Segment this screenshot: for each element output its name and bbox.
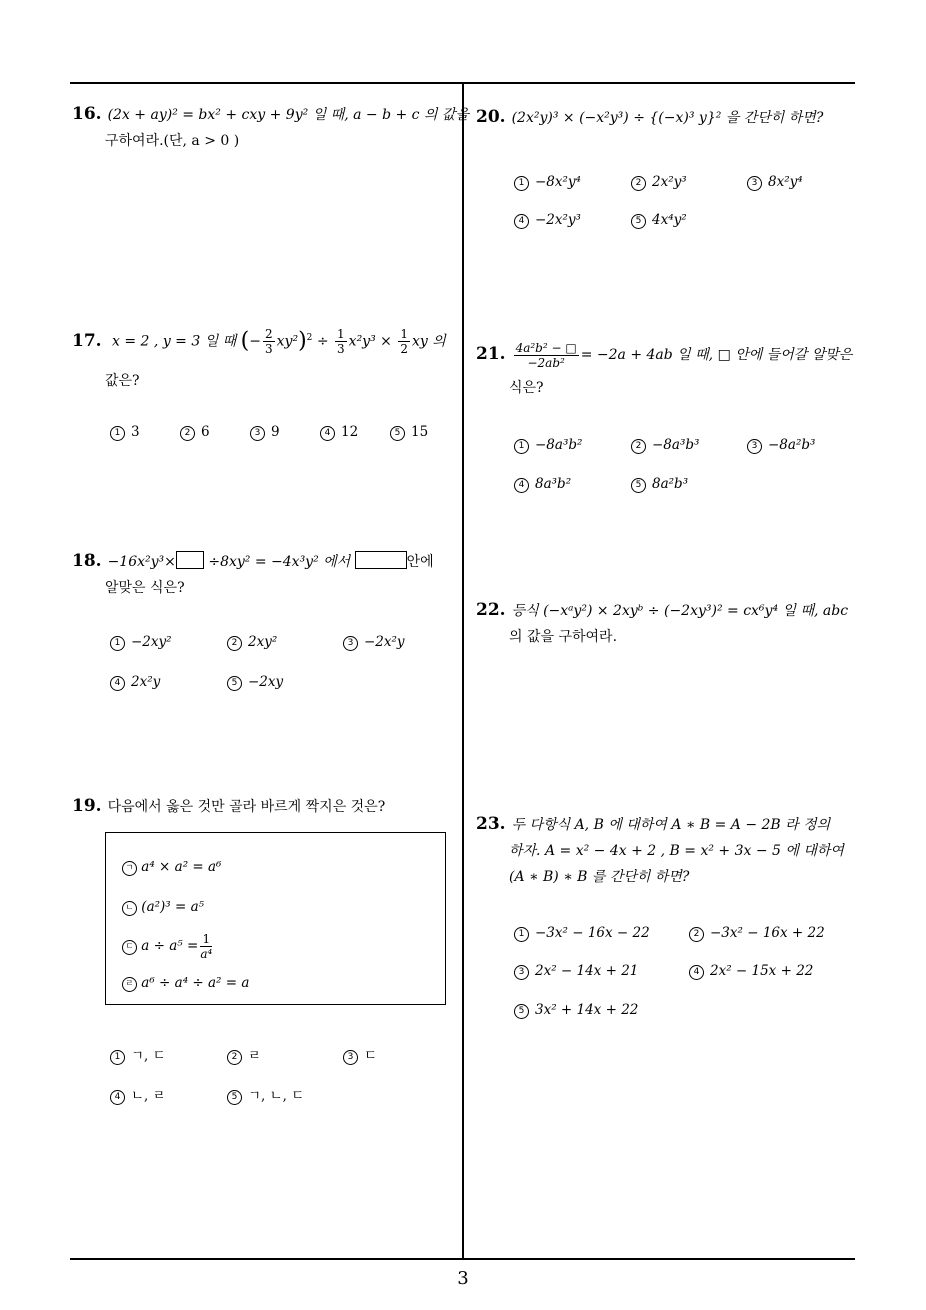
expression: xy² [276,333,299,350]
question-number: 22. [476,600,506,620]
question-18 [72,548,457,601]
question-number: 17. [72,330,102,351]
question-number: 20. [476,107,506,127]
blank-box [176,551,204,569]
choice-2[interactable]: 2 −8a³b³ [631,437,699,454]
question-stem-cont: 의 값을 구하여라. [509,629,618,645]
choice-4[interactable]: 4 8a³b² [514,476,571,493]
question-stem-cont: 구하여라.(단, a > 0 ) [105,133,240,149]
choice-5[interactable]: 5 8a²b³ [631,476,688,493]
statement-item: ㄷ a ÷ a⁵ = $\frac{1}{\text{a⁴}}$ [122,932,214,961]
statement-item: ㄴ (a²)³ = a⁵ [122,899,204,916]
expression: x²y³ × [348,333,392,350]
question-stem: (2x + ay)² = bx² + cxy + 9y² 일 때, a − b + c 의 값을 [107,107,469,123]
choice-2[interactable]: 2 2xy² [227,634,277,651]
choice-2[interactable]: 2 −3x² − 16x + 22 [689,925,825,942]
question-stem: (2x²y)³ × (−x²y³) ÷ {(−x)³ y}² 을 간단히 하면? [511,110,824,126]
choice-3[interactable]: 3 −8a²b³ [747,437,815,454]
choice-1[interactable]: 1 −8x²y⁴ [514,174,581,191]
choice-1[interactable]: 1 ㄱ, ㄷ [110,1044,166,1065]
choice-5[interactable]: 5 4x⁴y² [631,212,687,229]
question-number: 18. [72,551,102,571]
statement-box [105,832,446,1005]
korean-circle-mark: ㄱ [122,861,137,876]
question-stem-cont: 값은? [105,372,140,389]
question-number: 16. [72,104,102,124]
page-number: 3 [457,1268,469,1289]
choice-5[interactable]: 5 ㄱ, ㄴ, ㄷ [227,1084,304,1105]
question-number: 23. [476,814,506,834]
question-stem-cont: 하자. A = x² − 4x + 2 , B = x² + 3x − 5 에 대하여 [509,843,844,859]
choice-1[interactable]: 1 −3x² − 16x − 22 [514,925,650,942]
question-17: 17. x = 2 , y = 3 일 때 (− $\frac{2}{3}$ xy²)$^2$ ÷ $\frac{1}{3}$ x²y³ × $\frac{1}{2}$ xy 의 값은? [72,318,457,394]
choice-1[interactable]: 1 −2xy² [110,634,172,651]
choice-3[interactable]: 3 2x² − 14x + 21 [514,963,638,980]
question-stem: = −2a + 4ab 일 때, □ 안에 들어갈 알맞은 [580,347,853,363]
question-number: 19. [72,796,102,816]
column-divider [462,83,464,1259]
fraction: $\frac{2}{3}$ [265,327,273,357]
question-21 [476,334,861,401]
choice-3[interactable]: 3 ㄷ [343,1044,377,1065]
korean-circle-mark: ㄹ [122,977,137,992]
fraction: $\frac{1}{3}$ [337,327,345,357]
choice-4[interactable]: 4 ㄴ, ㄹ [110,1084,166,1105]
question-19 [72,793,457,820]
choice-4[interactable]: 4 12 [320,424,358,441]
korean-circle-mark: ㄷ [122,940,137,955]
question-22 [476,597,861,650]
blank-box [355,551,407,569]
choice-3[interactable]: 3 −2x²y [343,634,405,651]
choice-5[interactable]: 5 −2xy [227,674,283,691]
question-23 [476,811,861,890]
question-stem-cont: 식은? [509,380,544,396]
fraction: $\frac{\text{4a²b² − □}}{\text{−2ab²}}$ [515,340,577,370]
exponent: 2 [306,333,313,343]
choice-2[interactable]: 2 6 [180,424,210,441]
choice-4[interactable]: 4 −2x²y³ [514,212,581,229]
bottom-rule [70,1258,855,1260]
fraction: $\frac{1}{2}$ [400,327,408,357]
statement-item: ㄱ a⁴ × a² = a⁶ [122,859,221,876]
question-16 [72,101,469,154]
choice-2[interactable]: 2 2x²y³ [631,174,687,191]
fraction: $\frac{1}{\text{a⁴}}$ [200,932,213,961]
question-stem: x = 2 , y = 3 일 때 [112,333,237,350]
question-number: 21. [476,344,506,364]
choice-1[interactable]: 1 3 [110,424,140,441]
korean-circle-mark: ㄴ [122,901,137,916]
question-stem: 등식 (−xᵃy²) × 2xyᵇ ÷ (−2xy³)² = cx⁶y⁴ 일 때, abc [511,603,849,619]
question-stem-cont: (A ∗ B) ∗ B 를 간단히 하면? [509,869,690,885]
choice-4[interactable]: 4 2x² − 15x + 22 [689,963,813,980]
choice-1[interactable]: 1 −8a³b² [514,437,582,454]
statement-item: ㄹ a⁶ ÷ a⁴ ÷ a² = a [122,975,249,992]
choice-2[interactable]: 2 ㄹ [227,1044,261,1065]
choice-5[interactable]: 5 15 [390,424,428,441]
choice-3[interactable]: 3 8x²y⁴ [747,174,803,191]
question-stem: 다음에서 옳은 것만 골라 바르게 짝지은 것은? [107,799,386,815]
expression: xy 의 [411,333,446,350]
question-20 [476,104,861,131]
choice-3[interactable]: 3 9 [250,424,280,441]
question-stem: −16x²y³× [107,554,176,570]
choice-4[interactable]: 4 2x²y [110,674,160,691]
question-stem: 두 다항식 A, B 에 대하여 A ∗ B = A − 2B 라 정의 [511,817,831,833]
question-stem-cont: 알맞은 식은? [105,580,185,596]
question-stem: ÷8xy² = −4x³y² 에서 [208,554,351,570]
question-stem: 안에 [406,554,434,570]
choice-5[interactable]: 5 3x² + 14x + 22 [514,1002,638,1019]
